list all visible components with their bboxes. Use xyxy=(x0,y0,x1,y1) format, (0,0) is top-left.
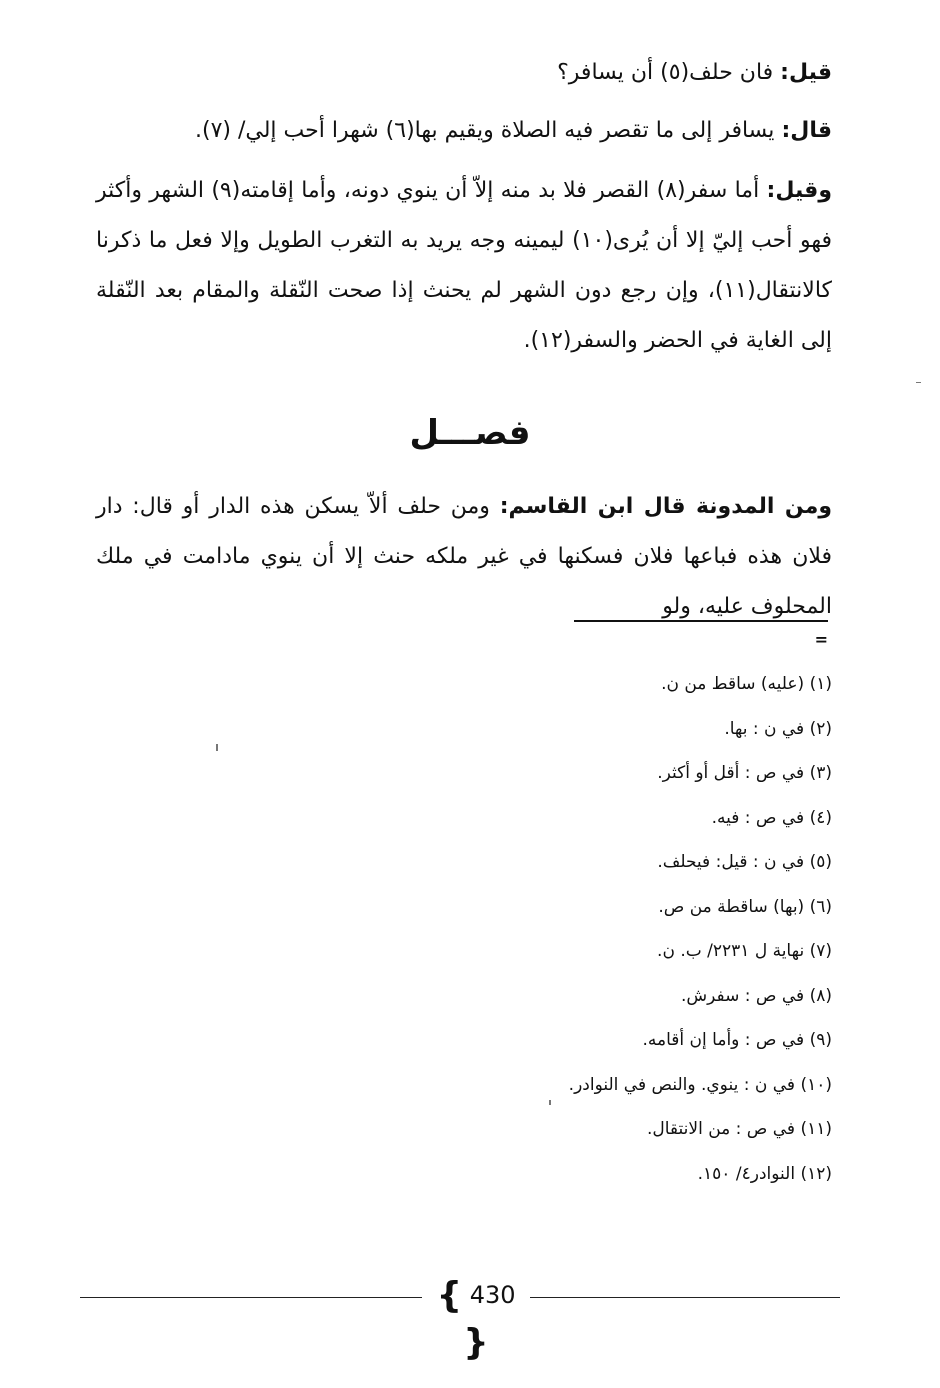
paragraph-mudawwana xyxy=(96,482,832,632)
page-number: 430 xyxy=(469,1281,516,1309)
footnote-item: (٦) (بها) ساقطة من ص. xyxy=(658,896,832,917)
footnote-item: (٣) في ص : أقل أو أكثر. xyxy=(657,763,832,783)
paragraph-lead: ومن المدونة قال ابن القاسم: xyxy=(499,494,833,519)
paragraph-opinion xyxy=(96,166,832,366)
page-number-box xyxy=(420,1272,532,1363)
footnote-item: (١٠) في ن : ينوي. والنص في النوادر. xyxy=(568,1074,832,1095)
page-number-bracket-open: { xyxy=(436,1275,463,1316)
paragraph-text: ومن حلف ألاّ يسكن هذه الدار أو قال: دار فلان هذه فباعها فلان فسكنها في غير ملكه حنث إلا أن ينوي مادامت في ملك المحلوف عليه، ولو xyxy=(96,494,832,619)
page-number-bracket-close: } xyxy=(463,1322,489,1363)
footnote-item: (١١) في ص : من الانتقال. xyxy=(647,1119,832,1139)
footnote-item: (١٢) النوادر٤/ ١٥٠. xyxy=(697,1163,832,1184)
footnote-item: (٥) في ن : قيل: فيحلف. xyxy=(657,852,832,872)
footnotes-list xyxy=(412,662,832,1196)
paragraph-lead: قيل: xyxy=(780,60,832,85)
footnote-item: (٧) نهاية ل ٢٢٣١/ ب. ن. xyxy=(657,941,832,961)
paragraph-lead: وقيل: xyxy=(766,178,833,203)
footnote-item: (٤) في ص : فيه. xyxy=(711,807,832,828)
section-heading: فصـــل xyxy=(409,413,531,453)
paragraph-answer xyxy=(96,106,832,156)
scan-speck xyxy=(916,382,921,383)
paragraph-question xyxy=(96,48,832,98)
footnote-item: (١) (عليه) ساقط من ن. xyxy=(661,674,832,694)
paragraph-lead: قال: xyxy=(781,118,832,143)
footnote-item: (٨) في ص : سفرش. xyxy=(681,985,832,1006)
paragraph-text: فان حلف(٥) أن يسافر؟ xyxy=(557,60,781,85)
page-footer-rule-left xyxy=(80,1297,422,1298)
footnote-item: (٢) في ن : بها. xyxy=(724,718,832,739)
footnote-item: (٩) في ص : وأما إن أقامه. xyxy=(642,1030,832,1050)
page-footer-rule-right xyxy=(530,1297,840,1298)
paragraph-text: يسافر إلى ما تقصر فيه الصلاة ويقيم بها(٦) شهرا أحب إلي/ (٧). xyxy=(194,118,782,143)
scan-speck xyxy=(216,744,218,751)
scan-speck xyxy=(549,1100,551,1105)
footnote-continuation-mark: = xyxy=(814,630,828,649)
paragraph-text: أما سفر(٨) القصر فلا بد منه إلاّ أن ينوي دونه، وأما إقامته(٩) الشهر وأكثر فهو أحب إليّ إلا أن يُرى(١٠) ليمينه وجه يريد به التغرب الطويل وإلا فعل ما ذكرنا كالانتقال(١١)، وإن رجع دون الشهر لم يحنث إذا صحت النّقلة والمقام بعد النّقلة إلى الغاية في الحضر والسفر(١٢). xyxy=(96,178,832,353)
footnote-divider xyxy=(574,620,828,622)
